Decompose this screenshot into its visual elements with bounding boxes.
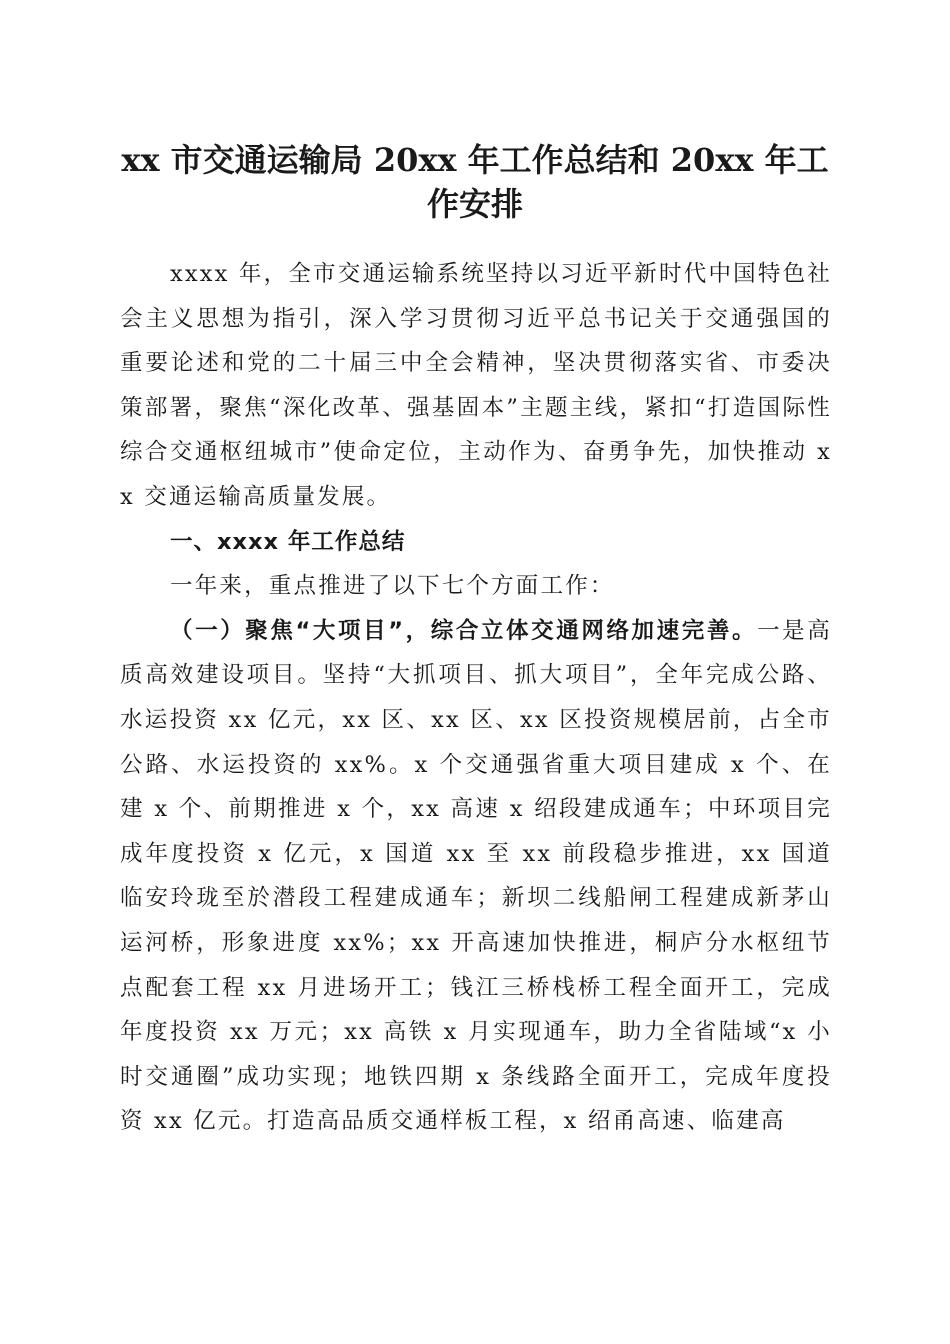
intro-paragraph: xxxx 年，全市交通运输系统坚持以习近平新时代中国特色社会主义思想为指引，深入学习贯彻习近平总书记关于交通强国的重要论述和党的二十届三中全会精神，坚决贯彻落实省、市委决策部署，聚焦“深化改革、强基固本”主题主线，紧扣“打造国际性综合交通枢纽城市”使命定位，主动作为、奋勇争先，加快推动 xx 交通运输高质量发展。 — [120, 261, 832, 510]
section-heading: 一、xxxx 年工作总结 — [170, 528, 406, 555]
section-lead-paragraph: 一年来，重点推进了以下七个方面工作： — [170, 573, 615, 600]
item-heading: （一）聚焦“大项目”，综合立体交通网络加速完善。 — [170, 617, 758, 644]
document-body — [120, 252, 832, 1144]
page-title — [110, 138, 840, 226]
title-line-2: 作安排 — [426, 185, 523, 223]
item-body: 一是高质高效建设项目。坚持“大抓项目、抓大项目”，全年完成公路、水运投资 xx 亿元，xx 区、xx 区、xx 区投资规模居前，占全市公路、水运投资的 xx%。x 个交通强省重大项目建成 x 个、在建 x 个、前期推进 x 个，xx 高速 x 绍段建成通车；中环项目完成年度投资 x 亿元，x 国道 xx 至 xx 前段稳步推进，xx 国道临安玲珑至於潜段工程建成通车；新坝二线船闸工程建成新茅山运河桥，形象进度 xx%；xx 开高速加快推进，桐庐分水枢纽节点配套工程 xx 月进场开工；钱江三桥栈桥工程全面开工，完成年度投资 xx 万元；xx 高铁 x 月实现通车，助力全省陆域“x 小时交通圈”成功实现；地铁四期 x 条线路全面开工，完成年度投资 xx 亿元。打造高品质交通样板工程，x 绍甬高速、临建高 — [120, 617, 832, 1135]
item-paragraph — [120, 609, 832, 1144]
title-line-1: xx 市交通运输局 20xx 年工作总结和 20xx 年工 — [121, 141, 829, 179]
